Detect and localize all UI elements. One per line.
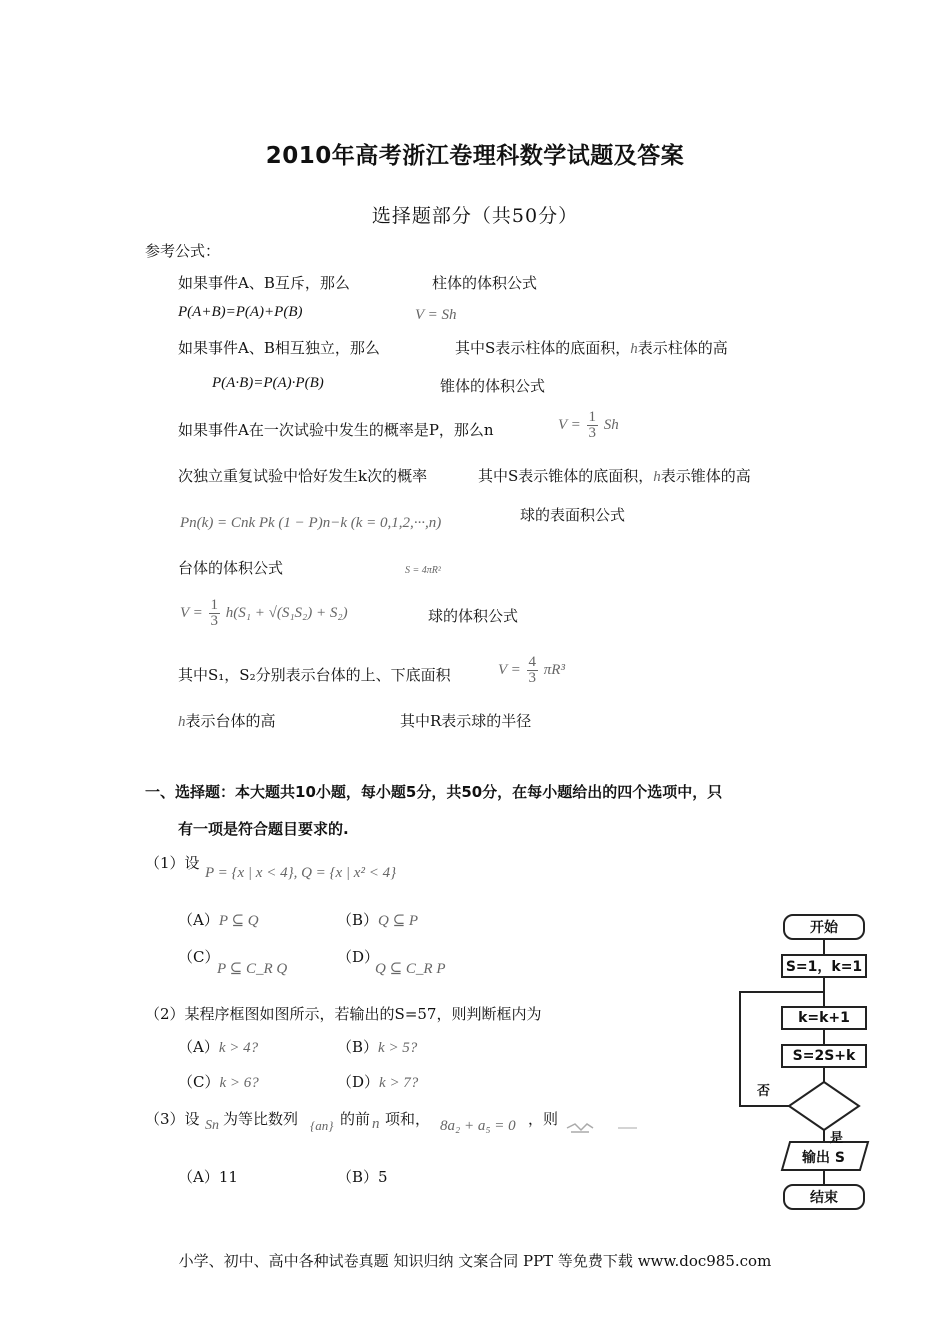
q2-option-b-label: （B） xyxy=(337,1038,379,1056)
q1-option-b xyxy=(337,909,418,930)
flowchart-end: 结束 xyxy=(783,1184,865,1210)
formula-f4b: 锥体的体积公式 xyxy=(440,377,546,395)
q1-stem: （1）设 xyxy=(145,854,200,872)
formula-f11b: 其中R表示球的半径 xyxy=(400,712,532,730)
formula-f6b-tail: 表示锥体的高 xyxy=(660,467,751,485)
q3-mid4: ，则 xyxy=(528,1110,559,1128)
flowchart-output: 输出 S xyxy=(802,1150,845,1166)
formula-f9a-den: 3 xyxy=(210,613,219,629)
q2-option-a-text: k > 4? xyxy=(218,1040,259,1056)
formula-f5b-den: 3 xyxy=(588,425,597,441)
q3-option-a xyxy=(178,1166,238,1187)
q2-option-d xyxy=(337,1071,418,1092)
section-heading-line2: 有一项是符合题目要求的. xyxy=(178,820,349,838)
formula-f5b-pre: V = xyxy=(558,416,581,433)
formula-f5b-num: 1 xyxy=(588,409,597,425)
q1-option-d-text: Q ⊆ C_R P xyxy=(375,961,446,977)
q1-option-b-label: （B） xyxy=(337,911,379,929)
formula-f8a: 台体的体积公式 xyxy=(178,559,284,577)
q3-option-b-label: （B） xyxy=(337,1168,379,1186)
q1-option-d-label: （D） xyxy=(337,948,380,966)
formula-f11a xyxy=(178,710,276,731)
formula-f3b-tail: 表示柱体的高 xyxy=(637,339,728,357)
flowchart xyxy=(735,912,875,1217)
flowchart-start: 开始 xyxy=(783,914,865,940)
page-subtitle: 选择题部分（共50分） xyxy=(371,205,579,227)
formula-f10b-post: πR³ xyxy=(543,661,565,678)
q2-option-c xyxy=(178,1071,259,1092)
formula-f11a-text: 表示台体的高 xyxy=(185,712,276,730)
formula-f3b xyxy=(455,337,728,358)
formula-f9b: 球的体积公式 xyxy=(428,607,519,625)
q3-option-b xyxy=(337,1166,388,1187)
q2-option-a xyxy=(178,1036,258,1057)
formula-f5b xyxy=(558,410,619,441)
q3-cond: 8a₂ + a₅ = 0 xyxy=(440,1118,516,1134)
flowchart-init: S=1，k=1 xyxy=(781,954,867,978)
formula-f6b-h: h xyxy=(653,469,661,485)
formula-f3a: 如果事件A、B相互独立，那么 xyxy=(178,339,380,357)
q1-option-c-text: P ⊆ C_R Q xyxy=(217,961,288,977)
q3-blurred-expression-icon xyxy=(563,1118,643,1138)
q2-stem: （2）某程序框图如图所示，若输出的S=57，则判断框内为 xyxy=(145,1005,542,1023)
formula-f6a: 次独立重复试验中恰好发生k次的概率 xyxy=(178,467,428,485)
q3-mid3: 项和， xyxy=(385,1110,431,1128)
formula-f3b-h: h xyxy=(630,341,638,357)
q1-option-b-text: Q ⊆ P xyxy=(378,913,419,929)
formula-f5b-post: Sh xyxy=(603,416,619,433)
q1-option-a-label: （A） xyxy=(178,911,219,929)
q3-option-b-text: 5 xyxy=(378,1168,388,1186)
formula-f10b-den: 3 xyxy=(528,670,537,686)
q2-option-a-label: （A） xyxy=(178,1038,219,1056)
q1-option-a xyxy=(178,909,259,930)
formula-f9a-post: h(S₁ + √(S₁S₂) + S₂) xyxy=(225,604,348,621)
q3-n: n xyxy=(372,1116,380,1132)
formula-f2a: P(A+B)=P(A)+P(B) xyxy=(178,304,303,320)
formulas-header: 参考公式： xyxy=(145,242,221,260)
formula-f11a-h: h xyxy=(178,714,186,730)
formula-f9a-frac xyxy=(209,598,221,629)
formula-f10a: 其中S₁，S₂分别表示台体的上、下底面积 xyxy=(178,666,451,684)
section-heading-line1: 一、选择题：本大题共10小题，每小题5分，共50分，在每小题给出的四个选项中，只 xyxy=(145,783,723,801)
q2-option-c-text: k > 6? xyxy=(219,1075,259,1091)
formula-f8b: S = 4πR² xyxy=(405,565,441,576)
q3-an: {an} xyxy=(310,1118,334,1133)
q2-option-d-text: k > 7? xyxy=(379,1075,419,1091)
q2-option-c-label: （C） xyxy=(178,1073,220,1091)
formula-f10b-frac xyxy=(527,655,539,686)
q2-option-d-label: （D） xyxy=(337,1073,380,1091)
formula-f10b-pre: V = xyxy=(498,661,521,678)
q3-option-a-label: （A） xyxy=(178,1168,219,1186)
formula-f5b-frac xyxy=(587,410,599,441)
flowchart-step1: k=k+1 xyxy=(781,1006,867,1030)
q1-option-c-label: （C） xyxy=(178,948,220,966)
q2-option-b-text: k > 5? xyxy=(378,1040,418,1056)
q3-option-a-text: 11 xyxy=(218,1168,238,1186)
formula-f10b-num: 4 xyxy=(528,654,537,670)
formula-f6b-text: 其中S表示锥体的底面积， xyxy=(478,467,654,485)
footer: 小学、初中、高中各种试卷真题 知识归纳 文案合同 PPT 等免费下载 www.doc985.com xyxy=(178,1252,772,1270)
page-title: 2010年高考浙江卷理科数学试题及答案 xyxy=(265,143,685,169)
formula-f6b xyxy=(478,465,751,486)
formula-f5a: 如果事件A在一次试验中发生的概率是P，那么n xyxy=(178,421,494,439)
flowchart-step2: S=2S+k xyxy=(781,1044,867,1068)
q1-option-a-text: P ⊆ Q xyxy=(218,913,259,929)
formula-f3b-text: 其中S表示柱体的底面积， xyxy=(455,339,631,357)
formula-f2b: V = Sh xyxy=(415,307,457,323)
formula-f1b: 柱体的体积公式 xyxy=(432,274,538,292)
q3-mid1: 为等比数列 xyxy=(223,1110,299,1128)
q3-sn: Sn xyxy=(205,1118,219,1133)
flowchart-no-label: 否 xyxy=(757,1084,771,1099)
formula-f10b xyxy=(498,655,565,686)
formula-f7a: Pn(k) = Cnk Pk (1 − P)n−k (k = 0,1,2,···,n) xyxy=(180,515,442,531)
formula-f1a: 如果事件A、B互斥，那么 xyxy=(178,274,350,292)
flowchart-yes-label: 是 xyxy=(830,1131,844,1146)
q2-option-b xyxy=(337,1036,417,1057)
q3-mid2: 的前 xyxy=(340,1110,371,1128)
formula-f9a xyxy=(180,598,348,629)
formula-f4a: P(A·B)=P(A)·P(B) xyxy=(212,375,324,391)
q1-expr: P = {x | x < 4}, Q = {x | x² < 4} xyxy=(205,865,397,881)
formula-f7b: 球的表面积公式 xyxy=(520,506,626,524)
formula-f9a-num: 1 xyxy=(210,597,219,613)
q3-stem: （3）设 xyxy=(145,1110,200,1128)
formula-f9a-pre: V = xyxy=(180,604,203,621)
